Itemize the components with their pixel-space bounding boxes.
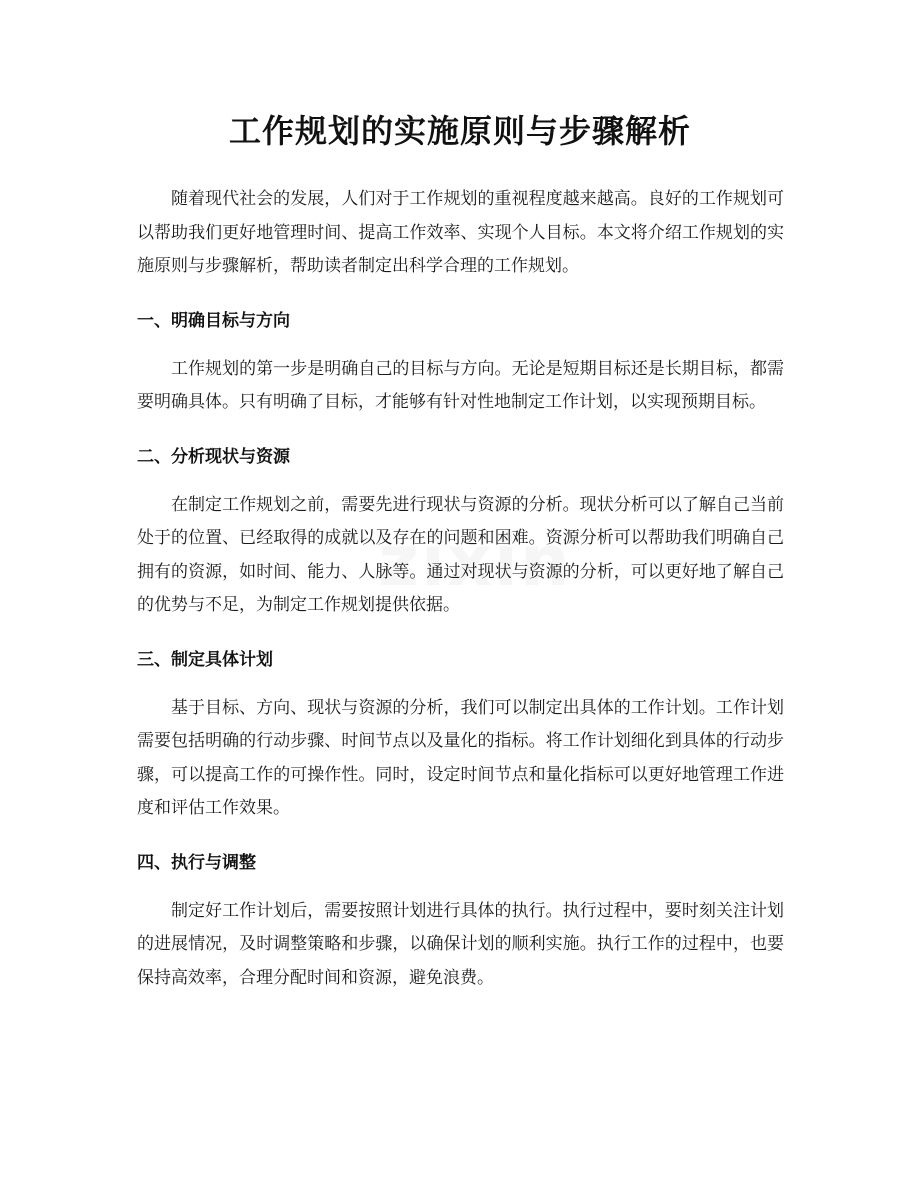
document-title: 工作规划的实施原则与步骤解析 (228, 112, 691, 150)
section-body-3: 基于目标、方向、现状与资源的分析，我们可以制定出具体的工作计划。工作计划需要包括明确的行动步骤、时间节点以及量化的指标。将工作计划细化到具体的行动步骤，可以提高工作的可操作性。同时，设定时间节点和量化指标可以更好地管理工作进度和评估工作效果。 (137, 697, 784, 818)
section-heading-4: 四、执行与调整 (137, 852, 256, 873)
section-heading-2: 二、分析现状与资源 (137, 446, 290, 467)
section-body-2: 在制定工作规划之前，需要先进行现状与资源的分析。现状分析可以了解自己当前处于的位置、已经取得的成就以及存在的问题和困难。资源分析可以帮助我们明确自己拥有的资源，如时间、能力、人脉等。通过对现状与资源的分析，可以更好地了解自己的优势与不足，为制定工作规划提供依据。 (137, 494, 784, 615)
section-heading-3: 三、制定具体计划 (137, 649, 273, 670)
document-body (137, 183, 784, 1020)
section-body-4: 制定好工作计划后，需要按照计划进行具体的执行。执行过程中，要时刻关注计划的进展情况，及时调整策略和步骤，以确保计划的顺利实施。执行工作的过程中，也要保持高效率，合理分配时间和资源，避免浪费。 (137, 900, 784, 988)
section-body-1: 工作规划的第一步是明确自己的目标与方向。无论是短期目标还是长期目标，都需要明确具体。只有明确了目标，才能够有针对性地制定工作计划，以实现预期目标。 (137, 358, 784, 412)
section-heading-1: 一、明确目标与方向 (137, 310, 290, 331)
intro-paragraph: 随着现代社会的发展，人们对于工作规划的重视程度越来越高。良好的工作规划可以帮助我们更好地管理时间、提高工作效率、实现个人目标。本文将介绍工作规划的实施原则与步骤解析，帮助读者制定出科学合理的工作规划。 (137, 189, 784, 276)
